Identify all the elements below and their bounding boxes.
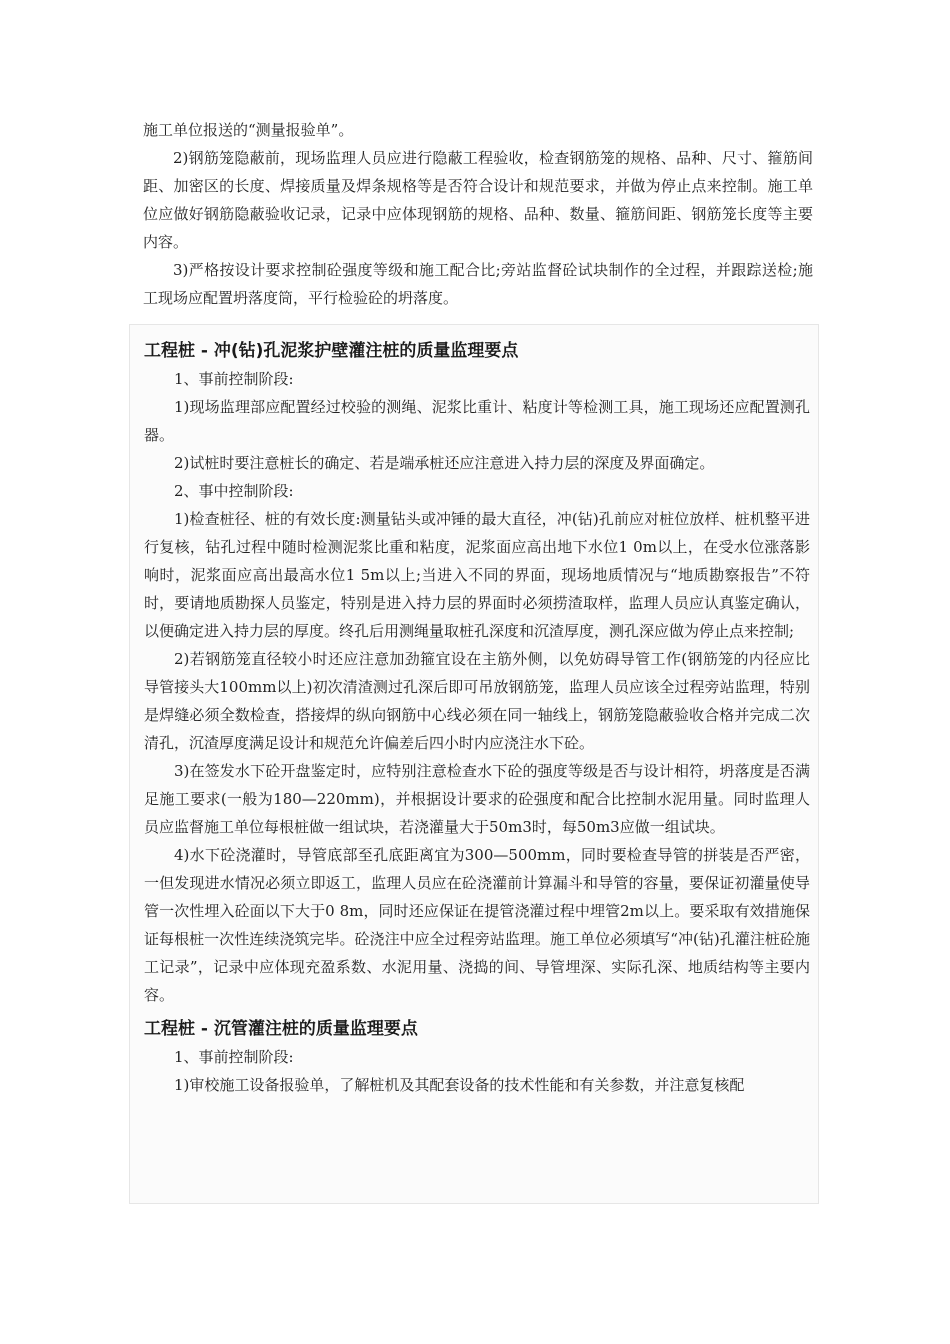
stage-label: 1、事前控制阶段:	[174, 370, 294, 388]
paragraph: 2)钢筋笼隐蔽前，现场监理人员应进行隐蔽工程验收，检查钢筋笼的规格、品种、尺寸、箍筋间距、加密区的长度、焊接质量及焊条规格等是否符合设计和规范要求，并做为停止点来控制。施工单位应做好钢筋隐蔽验收记录，记录中应体现钢筋的规格、品种、数量、箍筋间距、钢筋笼长度等主要内容。	[143, 149, 813, 251]
top-text-block	[143, 116, 813, 312]
paragraph: 1)检查桩径、桩的有效长度:测量钻头或冲锤的最大直径，冲(钻)孔前应对桩位放样、桩机整平进行复核，钻孔过程中随时检测泥浆比重和粘度，泥浆面应高出地下水位1 0m以上，在受水位涨落影响时，泥浆面应高出最高水位1 5m以上;当进入不同的界面，现场地质情况与“地质勘察报告”不符时，要请地质勘探人员鉴定，特别是进入持力层的界面时必须捞渣取样，监理人员应认真鉴定确认，以便确定进入持力层的厚度。终孔后用测绳量取桩孔深度和沉渣厚度，测孔深应做为停止点来控制;	[144, 510, 810, 640]
paragraph: 2)若钢筋笼直径较小时还应注意加劲箍宜设在主筋外侧，以免妨碍导管工作(钢筋笼的内径应比导管接头大100mm以上)初次清渣测过孔深后即可吊放钢筋笼，监理人员应该全过程旁站监理，特别是焊缝必须全数检查，搭接焊的纵向钢筋中心线必须在同一轴线上，钢筋笼隐蔽验收合格并完成二次清孔，沉渣厚度满足设计和规范允许偏差后四小时内应浇注水下砼。	[144, 650, 810, 752]
paragraph: 3)严格按设计要求控制砼强度等级和施工配合比;旁站监督砼试块制作的全过程，并跟踪送检;施工现场应配置坍落度筒，平行检验砼的坍落度。	[143, 261, 813, 307]
paragraph: 施工单位报送的“测量报验单”。	[143, 121, 354, 139]
content-panel	[129, 324, 819, 1204]
paragraph: 2)试桩时要注意桩长的确定、若是端承桩还应注意进入持力层的深度及界面确定。	[174, 454, 715, 472]
stage-label: 2、事中控制阶段:	[174, 482, 294, 500]
paragraph: 1)审校施工设备报验单，了解桩机及其配套设备的技术性能和有关参数，并注意复核配	[174, 1076, 745, 1094]
stage-label: 1、事前控制阶段:	[174, 1048, 294, 1066]
section-heading: 工程桩 - 冲(钻)孔泥浆护壁灌注桩的质量监理要点	[144, 341, 519, 361]
paragraph: 3)在签发水下砼开盘鉴定时，应特别注意检查水下砼的强度等级是否与设计相符，坍落度是否满足施工要求(一般为180—220mm)，并根据设计要求的砼强度和配合比控制水泥用量。同时监理人员应监督施工单位每根桩做一组试块，若浇灌量大于50m3时，每50m3应做一组试块。	[144, 762, 810, 836]
section-heading: 工程桩 - 沉管灌注桩的质量监理要点	[144, 1019, 418, 1039]
paragraph: 4)水下砼浇灌时，导管底部至孔底距离宜为300—500mm，同时要检查导管的拼装是否严密，一但发现进水情况必须立即返工，监理人员应在砼浇灌前计算漏斗和导管的容量，要保证初灌量使导管一次性埋入砼面以下大于0 8m，同时还应保证在提管浇灌过程中埋管2m以上。要采取有效措施保证每根桩一次性连续浇筑完毕。砼浇注中应全过程旁站监理。施工单位必须填写“冲(钻)孔灌注桩砼施工记录”，记录中应体现充盈系数、水泥用量、浇捣的间、导管埋深、实际孔深、地质结构等主要内容。	[144, 846, 810, 1004]
paragraph: 1)现场监理部应配置经过校验的测绳、泥浆比重计、粘度计等检测工具，施工现场还应配置测孔器。	[144, 398, 810, 444]
